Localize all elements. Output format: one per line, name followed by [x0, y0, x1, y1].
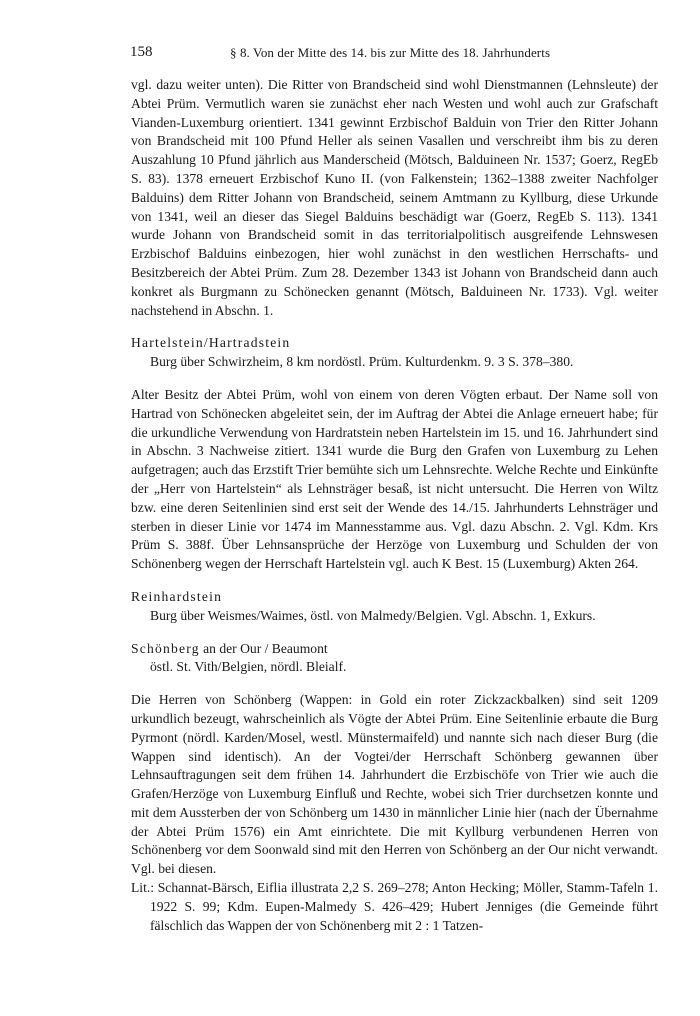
- entry-reinhardstein: [131, 588, 658, 626]
- page-header: [130, 44, 660, 66]
- page-body: [131, 76, 658, 935]
- running-head: § 8. Von der Mitte des 14. bis zur Mitte des 18. Jahrhunderts: [230, 45, 551, 60]
- entry-heading-schoenberg: [131, 640, 658, 659]
- literature-schoenberg: Lit.: Schannat-Bärsch, Eiflia illustrata 2,2 S. 269–278; Anton Hecking; Möller, Stamm-Tafeln 1. 1922 S. 99; Kdm. Eupen-Malmedy S. 426–429; Hubert Jenniges (die Gemeinde führt fälschlich das Wappen der von Schönenberg mit 2 : 1 Tatzen-: [131, 880, 658, 933]
- entry-title-rest-schoenberg: an der Our / Beaumont: [199, 640, 328, 656]
- entry-title-reinhardstein: Reinhardstein: [131, 588, 223, 604]
- intro-paragraph: vgl. dazu weiter unten). Die Ritter von Brandscheid sind wohl Dienstmannen (Lehnsleute) der Abtei Prüm. Vermutlich waren sie zunächst eher nach Westen und wohl auch zur Grafschaft Vianden-Luxemburg orientiert. 1341 gewinnt Erzbischof Balduin von Trier den Ritter Johann von Brandscheid mit 100 Pfund Heller als seinen Vasallen und verschreibt ihm bis zu deren Auszahlung 10 Pfund jährlich aus Manderscheid (Mötsch, Balduineen Nr. 1537; Goerz, RegEb S. 83). 1378 erneuert Erzbischof Kuno II. (von Falkenstein; 1362–1388 zweiter Nachfolger Balduins) dem Ritter Johann von Brandscheid, seinem Amtmann zu Kyllburg, diese Urkunde von 1341, weil an dieser das Siegel Balduins beschädigt war (Goerz, RegEb S. 113). 1341 wurde Johann von Brandscheid somit in das territorialpolitisch ausgreifende Lehnswesen Erzbischof Balduins einbezogen, hier wohl zunächst in den westlichen Herrschafts- und Besitzbereich der Abtei Prüm. Zum 28. Dezember 1343 ist Johann von Brandscheid dann auch konkret als Burgmann zu Schönecken genannt (Mötsch, Balduineen Nr. 1733). Vgl. weiter nachstehend in Abschn. 1.: [131, 77, 658, 318]
- entry-subtitle-reinhardstein: Burg über Weismes/Waimes, östl. von Malmedy/Belgien. Vgl. Abschn. 1, Exkurs.: [150, 607, 596, 623]
- entry-schoenberg: [131, 640, 658, 936]
- entry-title-schoenberg: Schönberg: [131, 640, 200, 656]
- entry-hartelstein: [131, 334, 658, 574]
- entry-title-hartelstein: Hartelstein/Hartradstein: [131, 335, 291, 351]
- entry-subtitle-hartelstein: Burg über Schwirzheim, 8 km nordöstl. Prüm. Kulturdenkm. 9. 3 S. 378–380.: [150, 354, 574, 370]
- entry-subtitle-schoenberg: östl. St. Vith/Belgien, nördl. Bleialf.: [150, 659, 347, 675]
- page-number: 158: [130, 44, 153, 60]
- entry-text-hartelstein: Alter Besitz der Abtei Prüm, wohl von einem von deren Vögten erbaut. Der Name soll von Hartrad von Schönecken abgeleitet sein, der im Auftrag der Abtei die Anlage erneuert habe; für die urkundliche Verwendung von Hardratstein neben Hartelstein im 15. und 16. Jahrhundert sind in Abschn. 3 Nachweise zitiert. 1341 wurde die Burg den Grafen von Luxemburg zu Lehen aufgetragen; auch das Erzstift Trier bemühte sich um Lehnsrechte. Welche Rechte und Einkünfte der „Herr von Hartelstein“ als Lehnsträger besaß, ist nicht untersucht. Die Herren von Wiltz bzw. eine deren Seitenlinien sind erst seit der Wende des 14./15. Jahrhunderts Lehnsträger und sterben in dieser Linie vor 1474 im Mannesstamme aus. Vgl. dazu Abschn. 2. Vgl. Kdm. Krs Prüm S. 388f. Über Lehnsansprüche der Herzöge von Luxemburg und Schulden der von Schönenberg wegen der Herrschaft Hartelstein vgl. auch K Best. 15 (Luxemburg) Akten 264.: [131, 386, 658, 572]
- entry-text-schoenberg: Die Herren von Schönberg (Wappen: in Gold ein roter Zickzackbalken) sind seit 1209 urkundlich bezeugt, wahrscheinlich als Vögte der Abtei Prüm. Eine Seitenlinie erbaute die Burg Pyrmont (nördl. Karden/Mosel, westl. Münstermaifeld) und nannte sich nach dieser Burg (die Wappen sind identisch). An der Vogtei/der Herrschaft Schönberg gewannen über Lehnsauftragungen seit dem frühen 14. Jahrhundert die Erzbischöfe von Trier wie auch die Grafen/Herzöge von Luxemburg Einfluß und Rechte, wobei sich Trier durchsetzen konnte und mit dem Aussterben der von Schönberg um 1430 in männlicher Linie hier (nach der Übernahme der Abtei Prüm 1576) ein Amt einrichtete. Die mit Kyllburg verbundenen Herren von Schönenberg vor dem Soonwald sind mit den Herren von Schönberg an der Our nicht verwandt. Vgl. bei diesen.: [131, 692, 658, 877]
